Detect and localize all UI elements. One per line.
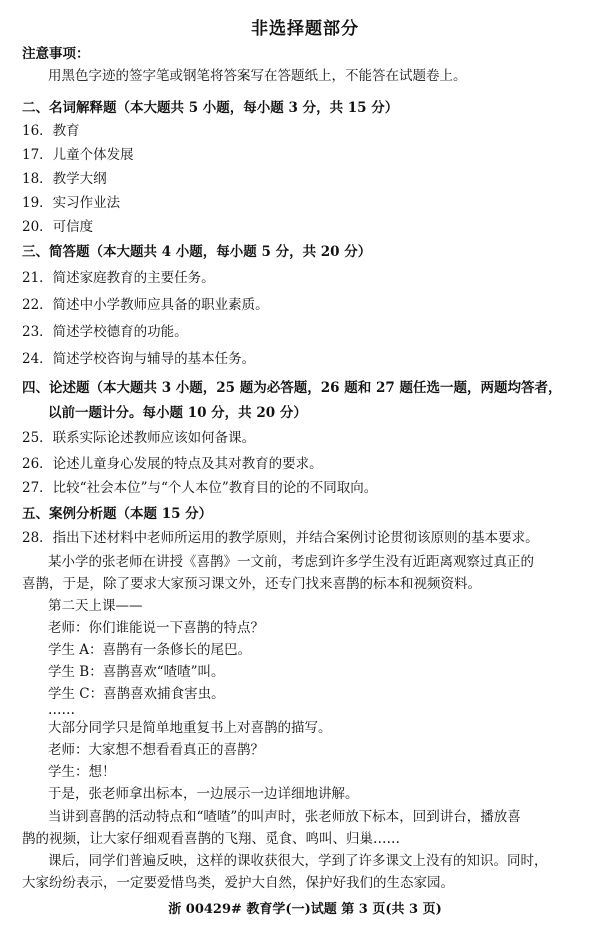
- section4-heading-line2: 以前一题计分。每小题 10 分，共 20 分）: [48, 405, 307, 421]
- case-line: 学生 A：喜鹊有一条修长的尾巴。: [48, 642, 252, 658]
- notice-heading: 注意事项：: [22, 46, 90, 62]
- question-20: 20．可信度: [22, 219, 94, 235]
- case-line: 大部分同学只是简单地重复书上对喜鹊的描写。: [48, 720, 332, 736]
- case-line: 某小学的张老师在讲授《喜鹊》一文前，考虑到许多学生没有近距离观察过真正的: [48, 554, 534, 570]
- question-23: 23．简述学校德育的功能。: [22, 324, 188, 340]
- question-17: 17．儿童个体发展: [22, 147, 134, 163]
- question-26: 26．论述儿童身心发展的特点及其对教育的要求。: [22, 456, 323, 472]
- section4-heading-line1: 四、论述题（本大题共 3 小题，25 题为必答题，26 题和 27 题任选一题，两题均答者，: [22, 380, 562, 396]
- case-line: 老师：大家想不想看看真正的喜鹊？: [48, 742, 264, 758]
- case-line: 第二天上课——: [48, 598, 143, 614]
- question-22: 22．简述中小学教师应具备的职业素质。: [22, 297, 269, 313]
- case-line: 大家纷纷表示，一定要爱惜鸟类，爱护大自然，保护好我们的生态家园。: [22, 875, 454, 891]
- page-footer: 浙 00429# 教育学(一)试题 第 3 页(共 3 页): [168, 902, 442, 917]
- case-line: ……: [48, 702, 75, 718]
- question-16: 16．教育: [22, 123, 80, 139]
- question-19: 19．实习作业法: [22, 195, 121, 211]
- case-line: 于是，张老师拿出标本，一边展示一边详细地讲解。: [48, 786, 359, 802]
- case-line: 课后，同学们普遍反映，这样的课收获很大，学到了许多课文上没有的知识。同时，: [48, 853, 548, 869]
- section2-heading: 二、名词解释题（本大题共 5 小题，每小题 3 分，共 15 分）: [22, 100, 399, 116]
- question-24: 24．简述学校咨询与辅导的基本任务。: [22, 351, 256, 367]
- section3-heading: 三、简答题（本大题共 4 小题，每小题 5 分，共 20 分）: [22, 244, 372, 260]
- case-line: 学生 B：喜鹊喜欢“喳喳”叫。: [48, 664, 225, 680]
- question-18: 18．教学大纲: [22, 171, 107, 187]
- case-line: 老师：你们谁能说一下喜鹊的特点？: [48, 620, 264, 636]
- notice-text: 用黑色字迹的签字笔或钢笔将答案写在答题纸上，不能答在试题卷上。: [48, 68, 467, 84]
- case-line: 学生：想！: [48, 764, 116, 780]
- page-title: 非选择题部分: [251, 19, 359, 39]
- section5-heading: 五、案例分析题（本题 15 分）: [22, 506, 213, 522]
- case-line: 当讲到喜鹊的活动特点和“喳喳”的叫声时，张老师放下标本，回到讲台，播放喜: [48, 809, 521, 825]
- question-28: 28．指出下述材料中老师所运用的教学原则，并结合案例讨论贯彻该原则的基本要求。: [22, 530, 539, 546]
- question-21: 21．简述家庭教育的主要任务。: [22, 270, 215, 286]
- case-line: 鹊的视频，让大家仔细观看喜鹊的飞翔、觅食、鸣叫、归巢……: [22, 831, 400, 847]
- question-27: 27．比较“社会本位”与“个人本位”教育目的论的不同取向。: [22, 480, 378, 496]
- case-line: 喜鹊，于是，除了要求大家预习课文外，还专门找来喜鹊的标本和视频资料。: [22, 576, 481, 592]
- case-line: 学生 C：喜鹊喜欢捕食害虫。: [48, 686, 225, 702]
- question-25: 25．联系实际论述教师应该如何备课。: [22, 430, 256, 446]
